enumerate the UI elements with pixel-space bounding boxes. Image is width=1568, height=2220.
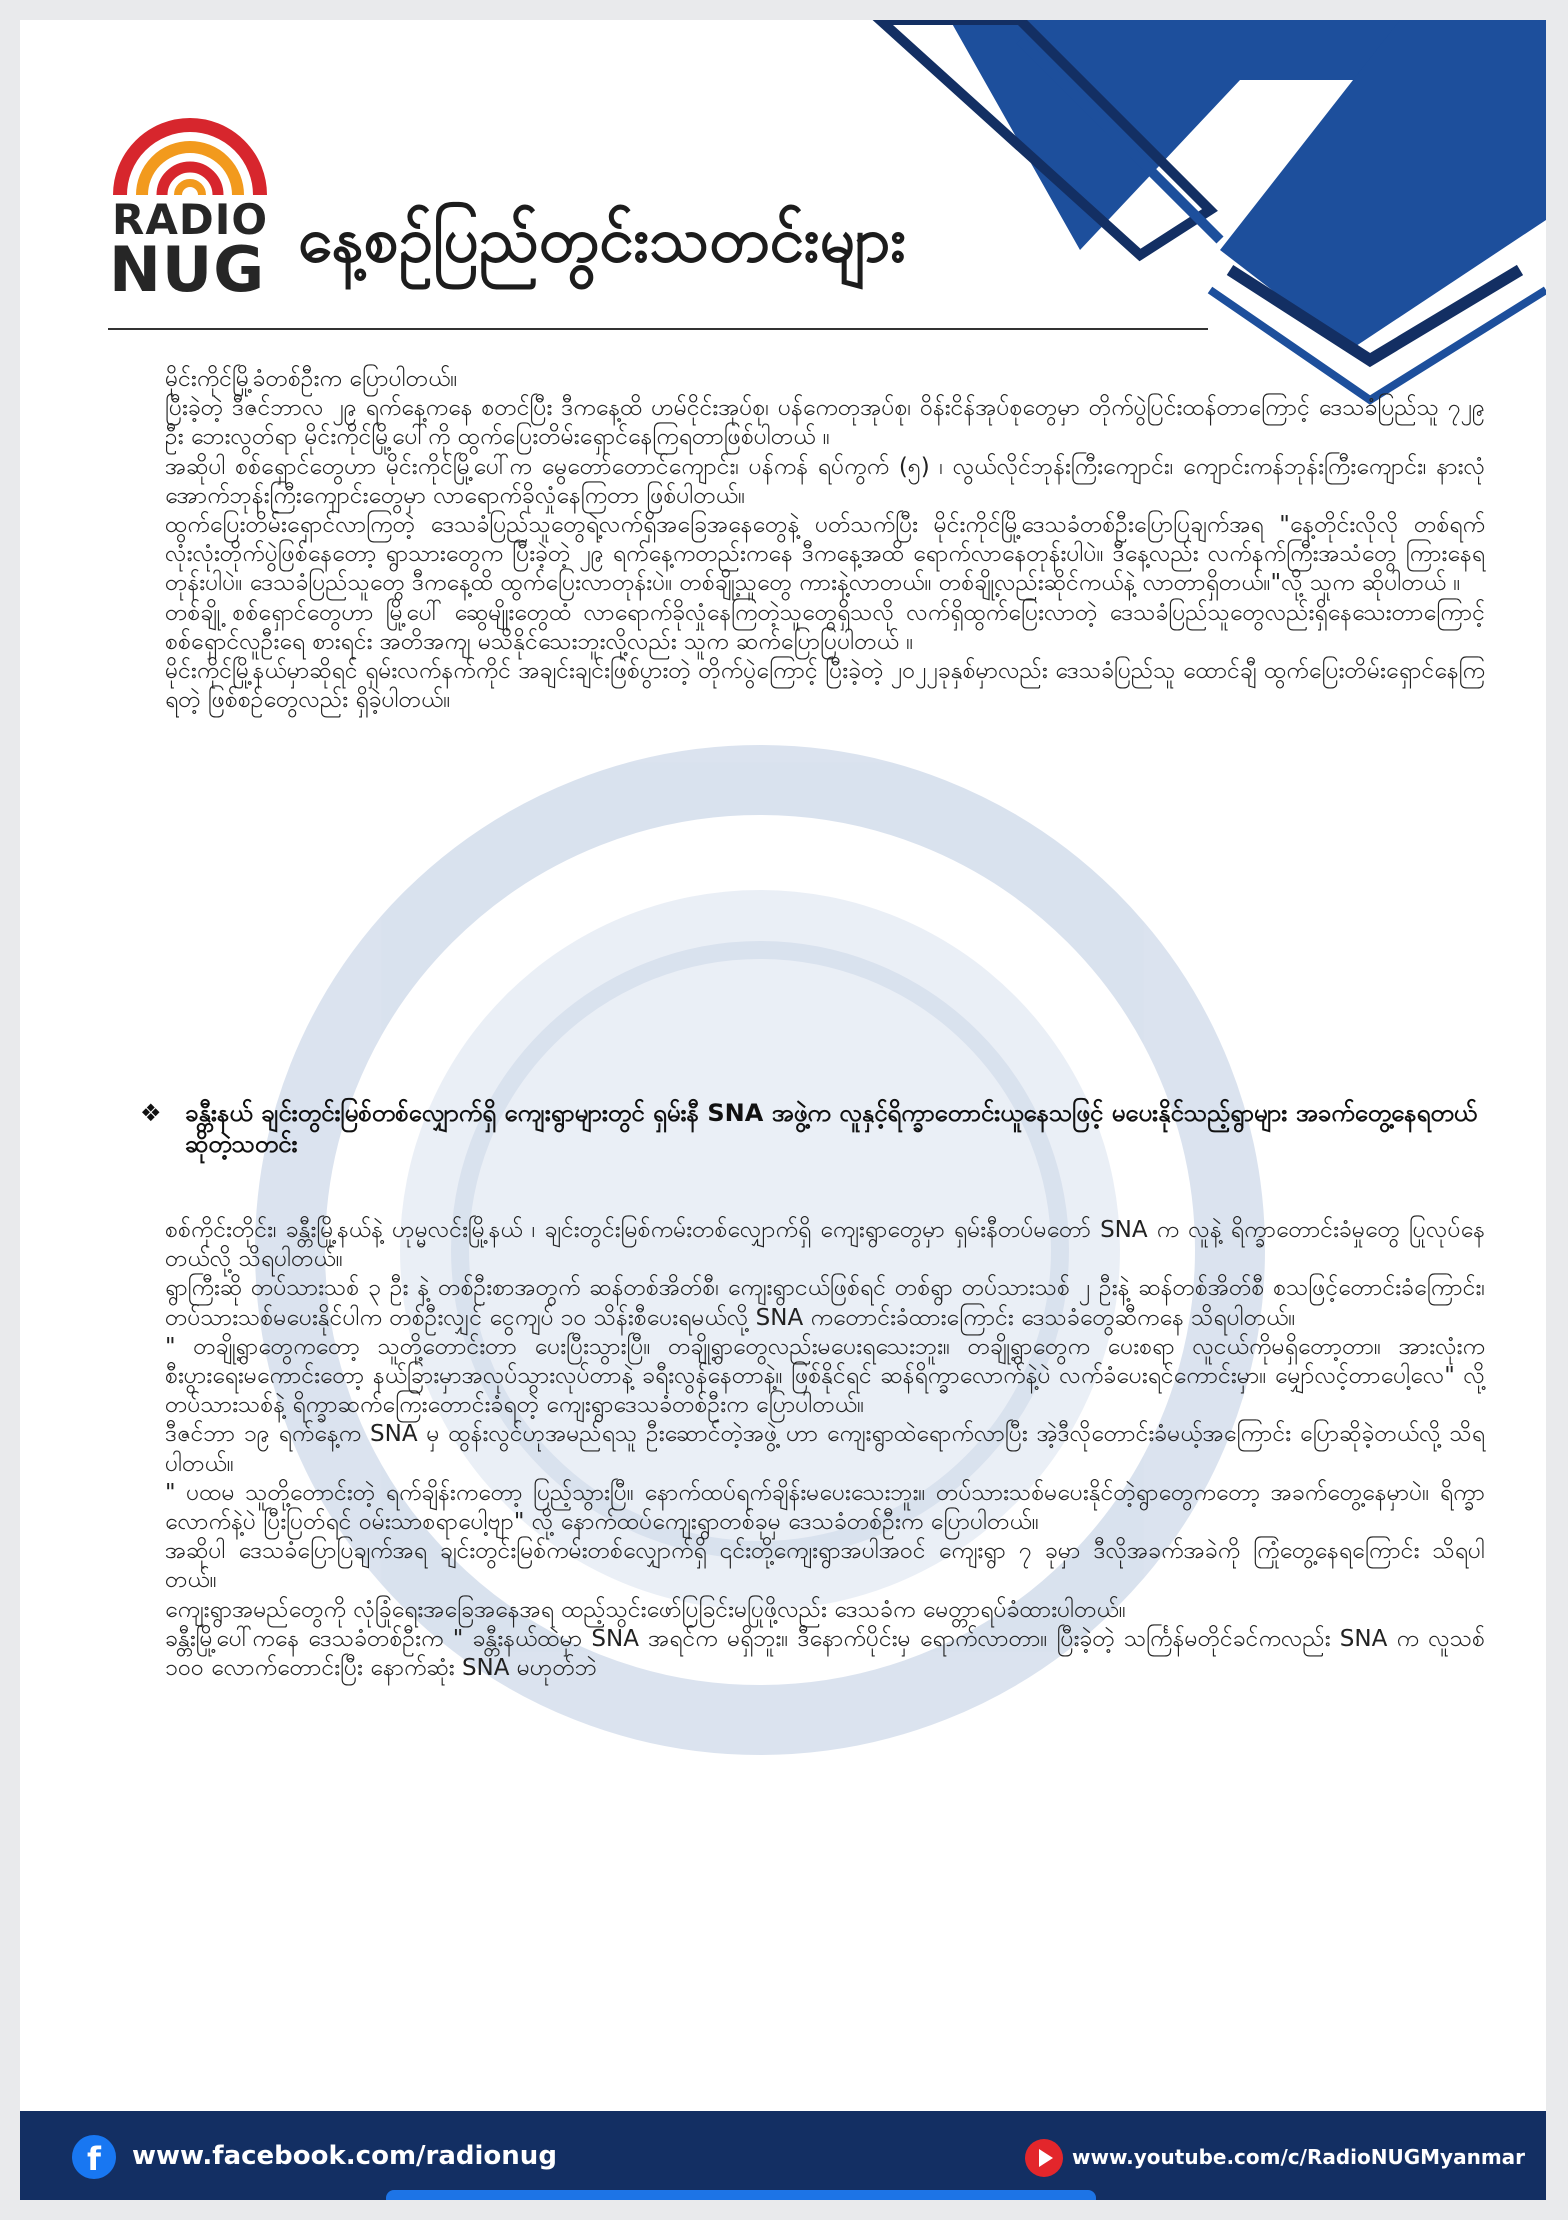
- article-2-heading-text: ခန္တီးနယ် ချင်းတွင်းမြစ်တစ်လျှောက်ရှိ ကျေးရွာများတွင် ရှမ်းနီ SNA အဖွဲ့က လူနှင့်ရိက္ခာတောင်းယူနေသဖြင့် မပေးနိုင်သည့်ရွာများ အခက်တွေ့နေရတယ်ဆိုတဲ့သတင်း: [185, 1099, 1478, 1158]
- article-2-paragraph: ကျေးရွာအမည်တွေကို လုံခြုံရေးအခြေအနေအရ ထည့်သွင်းဖော်ပြခြင်းမပြုဖို့လည်း ဒေသခံက မေတ္တာရပ်ခံထားပါတယ်။: [165, 1596, 1126, 1623]
- article-2-paragraph: အဆိုပါ ဒေသခံပြောပြချက်အရ ချင်းတွင်းမြစ်ကမ်းတစ်လျှောက်ရှိ ၎င်းတို့ကျေးရွာအပါအဝင် ကျေးရွာ ၇ ခုမှာ ဒီလိုအခက်အခဲကို ကြုံတွေ့နေရကြောင်း သိရပါတယ်။: [165, 1538, 1485, 1594]
- facebook-icon[interactable]: f: [72, 2135, 116, 2179]
- page: [20, 20, 1546, 2175]
- footer-bar: [20, 2111, 1546, 2200]
- article-1-body: [165, 365, 1485, 715]
- youtube-link[interactable]: www.youtube.com/c/RadioNUGMyanmar: [1072, 2145, 1526, 2169]
- youtube-play-icon: [1039, 2149, 1053, 2167]
- article-1-paragraph: ပြီးခဲ့တဲ့ ဒီဇင်ဘာလ ၂၉ ရက်နေ့ကနေ စတင်ပြီး ဒီကနေ့ထိ ဟမ်ငိုင်းအုပ်စု၊ ပန်ကေတုအုပ်စု၊ ဝိန်းငိန်အုပ်စုတွေမှာ တိုက်ပွဲပြင်းထန်တာကြောင့် ဒေသခံပြည်သူ ၇၂၉ ဦး ဘေးလွတ်ရာ မိုင်းကိုင်မြို့ပေါ်ကို ထွက်ပြေးတိမ်းရှောင်နေကြရတာဖြစ်ပါတယ် ။: [165, 395, 1485, 451]
- article-2-paragraph: စစ်ကိုင်းတိုင်း၊ ခန္တီးမြို့နယ်နဲ့ ဟုမ္မလင်းမြို့နယ် ၊ ချင်းတွင်းမြစ်ကမ်းတစ်လျှောက်ရှိ ကျေးရွာတွေမှာ ရှမ်းနီတပ်မတော် SNA က လူနဲ့ ရိက္ခာတောင်းခံမှုတွေ ပြုလုပ်နေတယ်လို့ သိရပါတယ်။: [165, 1217, 1485, 1273]
- logo-text-radio: RADIO: [112, 195, 269, 244]
- header-divider: [108, 328, 1208, 330]
- logo-text-nug: NUG: [109, 233, 266, 306]
- article-2-paragraph: " ပထမ သူတို့တောင်းတဲ့ ရက်ချိန်းကတော့ ပြည့်သွားပြီ။ နောက်ထပ်ရက်ချိန်းမပေးသေးဘူး။ တပ်သားသစ်မပေးနိုင်တဲ့ရွာတွေကတော့ အခက်တွေ့နေမှာပဲ။ ရိက္ခာလောက်နဲ့ပဲ ပြီးပြတ်ရင် ဝမ်းသာစရာပေါ့ဗျာ" လို့ နောက်ထပ်ကျေးရွာတစ်ခုမှ ဒေသခံတစ်ဦးက ပြောပါတယ်။: [165, 1479, 1485, 1536]
- article-2-paragraph: ခန္တီးမြို့ပေါ်ကနေ ဒေသခံတစ်ဦးက " ခန္တီးနယ်ထဲမှာ SNA အရင်က မရှိဘူး။ ဒီနောက်ပိုင်းမှ ရောက်လာတာ။ ပြီးခဲ့တဲ့ သင်္ကြန်မတိုင်ခင်ကလည်း SNA က လူသစ် ၁၀၀ လောက်တောင်းပြီး နောက်ဆုံး SNA မဟုတ်ဘဲ: [165, 1625, 1485, 1682]
- article-2-paragraph: ရွာကြီးဆို တပ်သားသစ် ၃ ဦး နဲ့ တစ်ဦးစာအတွက် ဆန်တစ်အိတ်စီ၊ ကျေးရွာငယ်ဖြစ်ရင် တစ်ရွာ တပ်သားသစ် ၂ ဦးနဲ့ ဆန်တစ်အိတ်စီ စသဖြင့်တောင်းခံကြောင်း၊ တပ်သားသစ်မပေးနိုင်ပါက တစ်ဦးလျှင် ငွေကျပ် ၁၀ သိန်းစီပေးရမယ်လို့ SNA ကတောင်းခံထားကြောင်း ဒေသခံတွေဆီကနေ သိရပါတယ်။: [165, 1275, 1485, 1331]
- page-title: နေ့စဉ်ပြည်တွင်းသတင်းများ: [298, 203, 907, 276]
- article-1-paragraph: မိုင်းကိုင်မြို့ခံတစ်ဦးက ပြောပါတယ်။: [165, 366, 458, 392]
- article-2-body: [165, 1216, 1485, 1683]
- footer-accent-bar: [386, 2190, 1096, 2200]
- article-1-paragraph: မိုင်းကိုင်မြို့နယ်မှာဆိုရင် ရှမ်းလက်နက်ကိုင် အချင်းချင်းဖြစ်ပွားတဲ့ တိုက်ပွဲကြောင့် ပြီးခဲ့တဲ့ ၂၀၂၂ခုနှစ်မှာလည်း ဒေသခံပြည်သူ ထောင်ချီ ထွက်ပြေးတိမ်းရှောင်နေကြရတဲ့ ဖြစ်စဉ်တွေလည်း ရှိခဲ့ပါတယ်။: [165, 658, 1485, 714]
- article-2-paragraph: " တချို့ရွာတွေကတော့ သူတို့တောင်းတာ ပေးပြီးသွားပြီ။ တချို့ရွာတွေလည်းမပေးရသေးဘူး။ တချို့ရွာတွေက ပေးစရာ လူငယ်ကိုမရှိတော့တာ။ အားလုံးက စီးပွားရေးမကောင်းတော့ နယ်ခြားမှာအလုပ်သွားလုပ်တာနဲ့ ခရီးလွန်နေတာနဲ့။ ဖြစ်နိုင်ရင် ဆန်ရိက္ခာလောက်နဲ့ပဲ လက်ခံပေးရင်ကောင်းမှာ။ မျှော်လင့်တာပေါ့လေ" လို့ တပ်သားသစ်နဲ့ ရိက္ခာဆက်ကြေးတောင်းခံရတဲ့ ကျေးရွာဒေသခံတစ်ဦးက ပြောပါတယ်။: [165, 1333, 1485, 1419]
- article-2-paragraph: ဒီဇင်ဘာ ၁၉ ရက်နေ့က SNA မှ ထွန်းလွင်ဟုအမည်ရသူ ဦးဆောင်တဲ့အဖွဲ့ ဟာ ကျေးရွာထဲရောက်လာပြီး အဲ့ဒီလိုတောင်းခံမယ့်အကြောင်း ပြောဆိုခဲ့တယ်လို့ သိရပါတယ်။: [165, 1421, 1485, 1477]
- article-1-paragraph: ထွက်ပြေးတိမ်းရှောင်လာကြတဲ့ ဒေသခံပြည်သူတွေရဲ့လက်ရှိအခြေအနေတွေနဲ့ ပတ်သက်ပြီး မိုင်းကိုင်မြို့ဒေသခံတစ်ဦးပြောပြချက်အရ "နေ့တိုင်းလိုလို တစ်ရက်လုံးလုံးတိုက်ပွဲဖြစ်နေတော့ ရွာသားတွေက ပြီးခဲ့တဲ့ ၂၉ ရက်နေ့ကတည်းကနေ ဒီကနေ့အထိ ရောက်လာနေတုန်းပါပဲ။ ဒီနေ့လည်း လက်နက်ကြီးအသံတွေ ကြားနေရတုန်းပါပဲ။ ဒေသခံပြည်သူတွေ ဒီကနေ့ထိ ထွက်ပြေးလာတုန်းပဲ။ တစ်ချို့သူတွေ ကားနဲ့လာတယ်။ တစ်ချို့လည်းဆိုင်ကယ်နဲ့ လာတာရှိတယ်။"လို့ သူက ဆိုပါတယ် ။: [165, 512, 1485, 597]
- facebook-link[interactable]: www.facebook.com/radionug: [132, 2141, 557, 2171]
- article-1-paragraph: တစ်ချို့ စစ်ရှောင်တွေဟာ မြို့ပေါ် ဆွေမျိုးတွေထံ လာရောက်ခိုလှုံနေကြတဲ့သူတွေရှိသလို လက်ရှိထွက်ပြေးလာတဲ့ ဒေသခံပြည်သူတွေလည်းရှိနေသေးတာကြောင့် စစ်ရှောင်လူဦးရေ စားရင်း အတိအကျ မသိနိုင်သေးဘူးလို့လည်း သူက ဆက်ပြောပြပါတယ် ။: [165, 599, 1485, 655]
- article-2-heading: [140, 1098, 1485, 1160]
- corner-geometry: [880, 20, 1546, 400]
- diamond-bullet-icon: ❖: [140, 1099, 162, 1127]
- article-1-paragraph: အဆိုပါ စစ်ရှောင်တွေဟာ မိုင်းကိုင်မြို့ပေါ်က မွေတော်တောင်ကျောင်း၊ ပန်ကန် ရပ်ကွက် (၅) ၊ လွယ်လိုင်ဘုန်းကြီးကျောင်း၊ ကျောင်းကန်ဘုန်းကြီးကျောင်း၊ နားလုံအောက်ဘုန်းကြီးကျောင်းတွေမှာ လာရောက်ခိုလှုံနေကြတာ ဖြစ်ပါတယ်။: [165, 453, 1485, 509]
